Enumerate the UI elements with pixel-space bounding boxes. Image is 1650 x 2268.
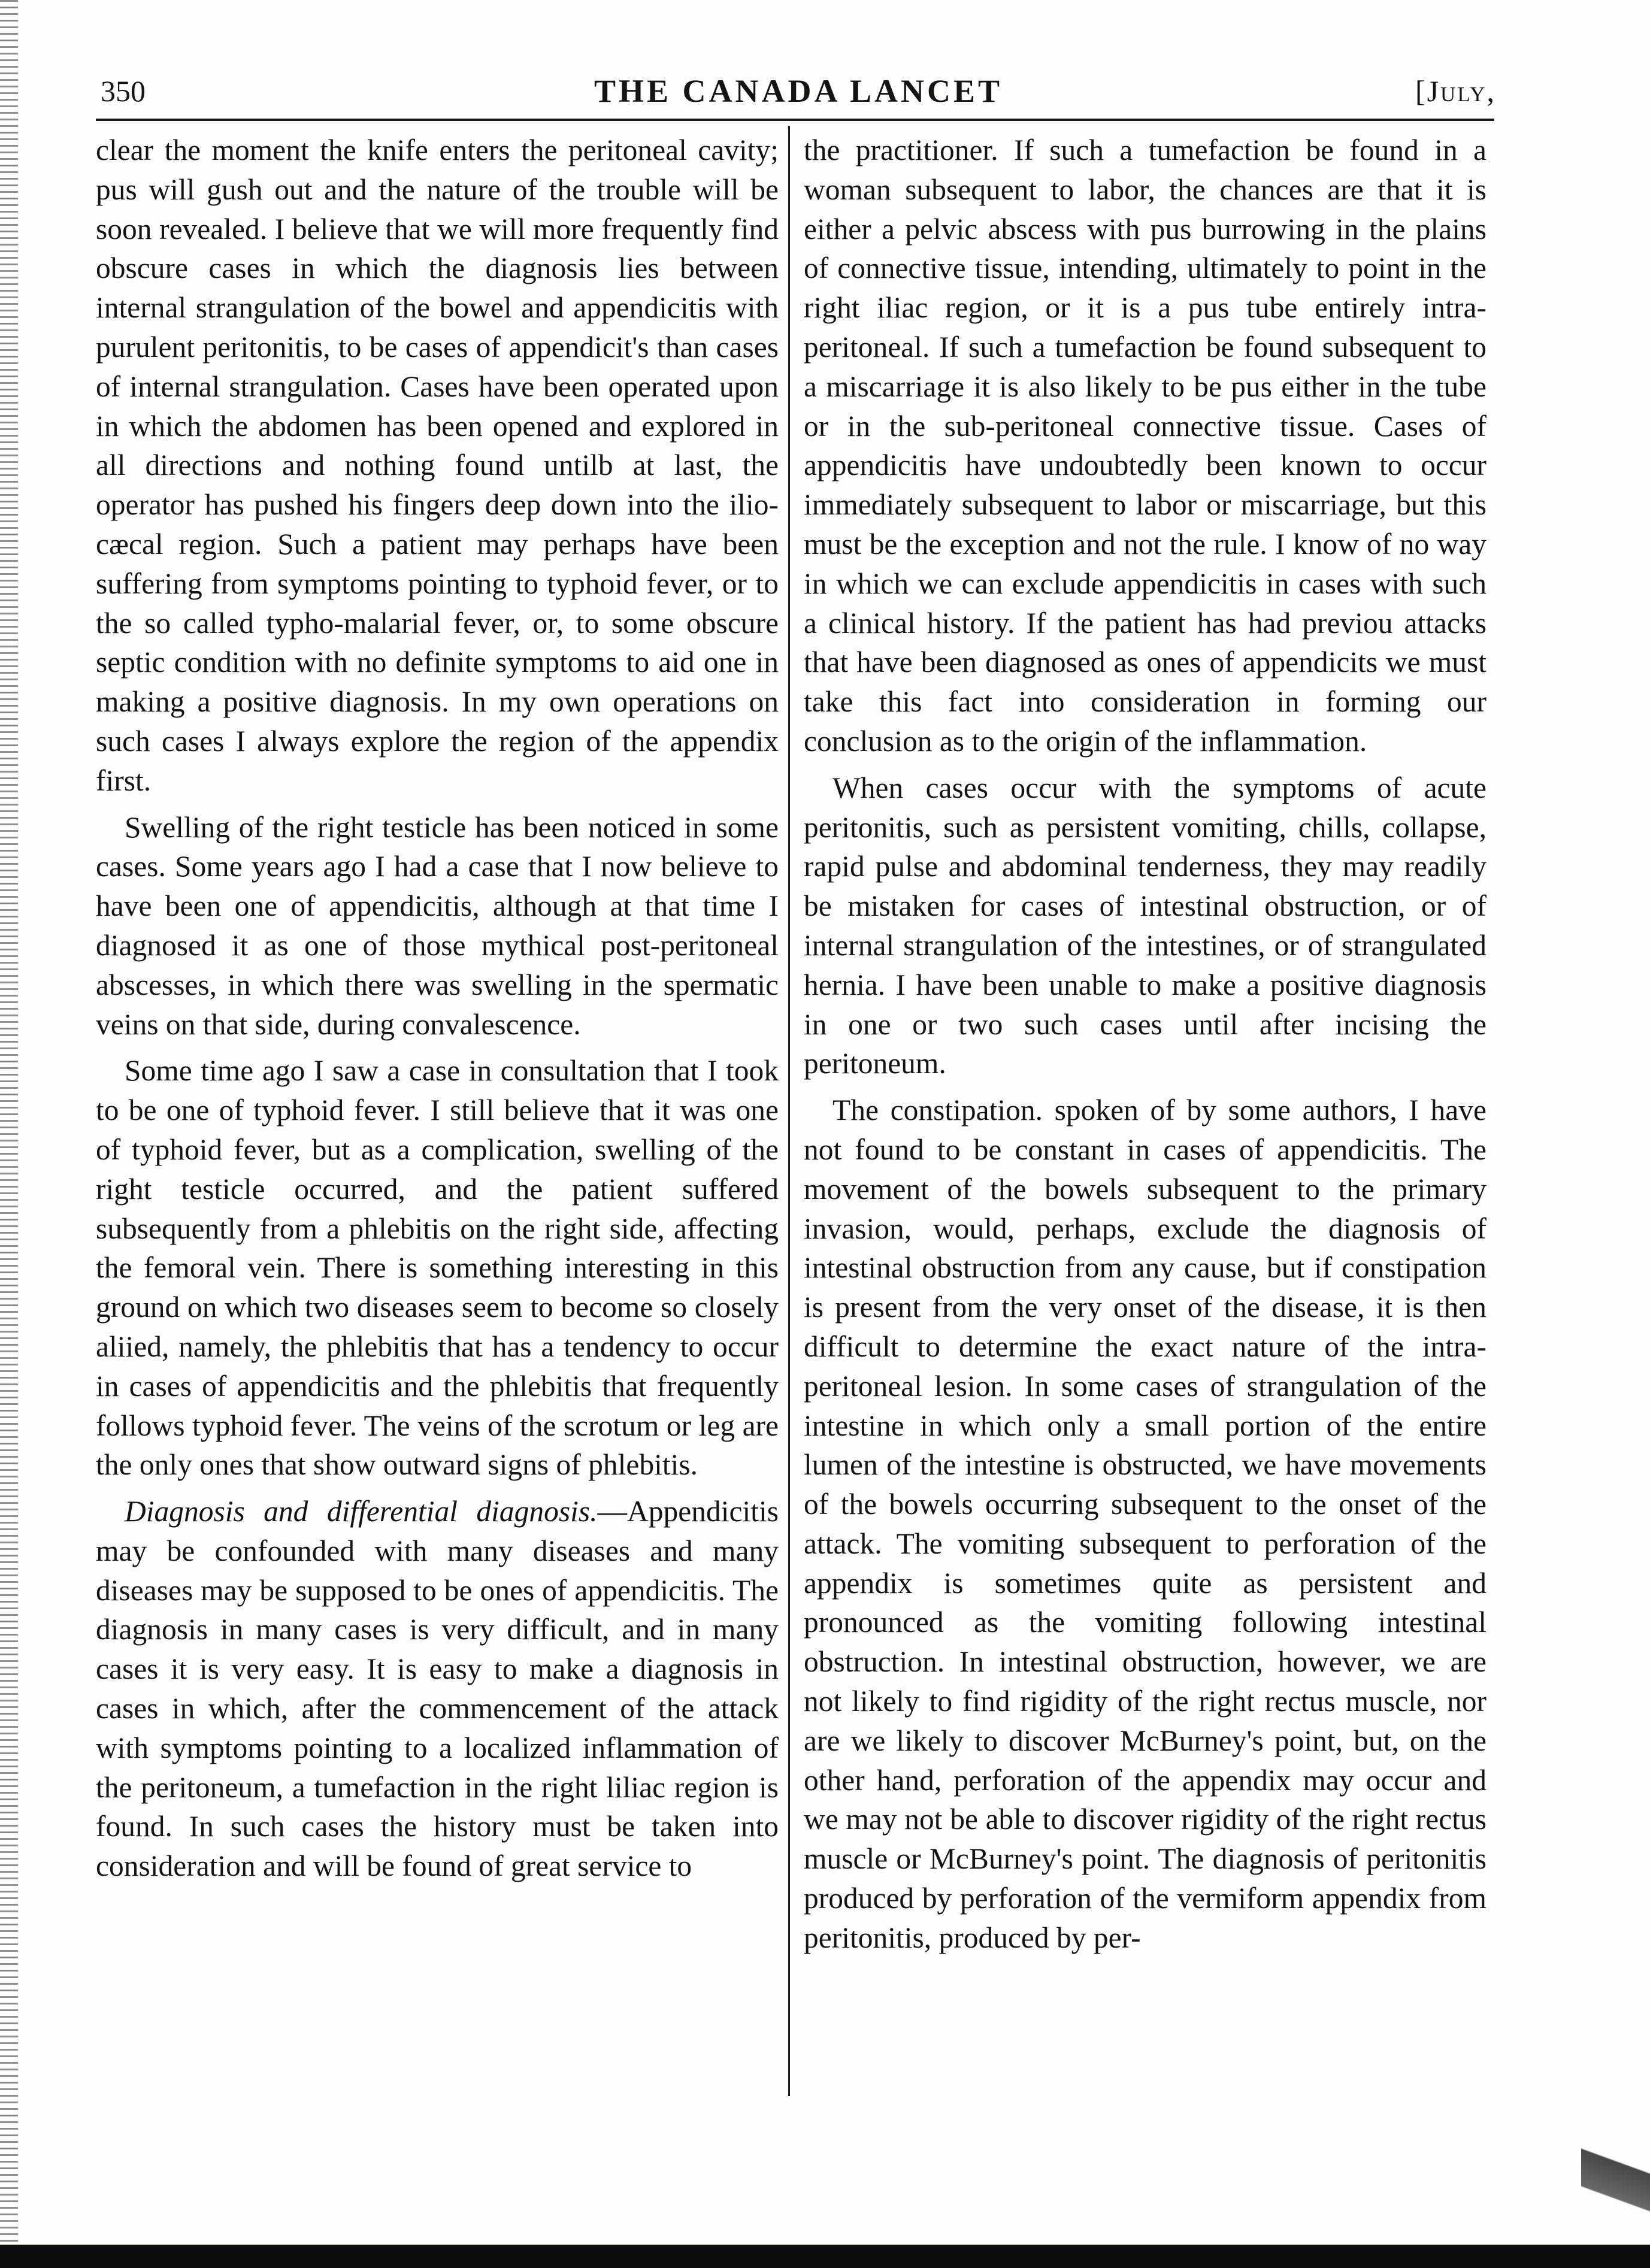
section-heading: Diagnosis and differential diagnosis. <box>125 1495 598 1528</box>
paragraph-text: —Appendicitis may be confounded with many diseases and many diseases may be supposed to be ones of appendicitis. The diagnosis in many cases is very difficult, and in many cases it is very easy. It is easy to make a diagnosis in cases in which, after the commencement of the attack with symptoms pointing to a localized inflammation of the peritoneum, a tumefaction in the right liliac region is found. In such cases the history must be taken into consideration and will be found of great service to <box>96 1495 779 1883</box>
paragraph <box>96 1492 779 1886</box>
paragraph: clear the moment the knife enters the peritoneal cavity; pus will gush out and the nature of the trouble will be soon revealed. I believe that we will more frequently find obscure cases in which the diagnosis lies between internal strangulation of the bowel and appendicitis with purulent peritonitis, to be cases of appendicit's than cases of internal strangulation. Cases have been operated upon in which the abdomen has been opened and explored in all directions and nothing found untilb at last, the operator has pushed his fingers deep down into the ilio-cæcal region. Such a patient may perhaps have been suffering from symptoms pointing to typhoid fever, or to the so called typho-malarial fever, or, to some obscure septic condition with no definite symptoms to aid one in making a positive diagnosis. In my own operations on such cases I always explore the region of the appendix first. <box>96 134 779 797</box>
paragraph: Swelling of the right testicle has been noticed in some cases. Some years ago I had a case that I now believe to have been one of appendicitis, although at that time I diagnosed it as one of those mythical post-peritoneal abscesses, in which there was swelling in the spermatic veins on that side, during convalescence. <box>96 810 779 1041</box>
paragraph: Some time ago I saw a case in consultation that I took to be one of typhoid fever. I still believe that it was one of typhoid fever, but as a complication, swelling of the right testicle occurred, and the patient suffered subsequently from a phlebitis on the right side, affecting the femoral vein. There is something interesting in this ground on which two diseases seem to become so closely aliied, namely, the phlebitis that has a tendency to occur in cases of appendicitis and the phlebitis that frequently follows typhoid fever. The veins of the scrotum or leg are the only ones that show outward signs of phlebitis. <box>96 1054 779 1482</box>
paragraph: the practitioner. If such a tumefaction be found in a woman subsequent to labor, the chances are that it is either a pelvic abscess with pus burrowing in the plains of connective tissue, intending, ultimately to point in the right iliac region, or it is a pus tube entirely intra-peritoneal. If such a tumefaction be found subsequent to a miscarriage it is also likely to be pus either in the tube or in the sub-peritoneal connective tissue. Cases of appendicitis have undoubtedly been known to occur immediately subsequent to labor or miscarriage, but this must be the exception and not the rule. I know of no way in which we can exclude appendicitis in cases with such a clinical history. If the patient has had previou attacks that have been diagnosed as ones of appendicits we must take this fact into consideration in forming our conclusion as to the origin of the inflammation. <box>804 134 1486 758</box>
issue-month: [July, <box>1415 74 1496 108</box>
right-column <box>804 131 1486 1958</box>
left-column <box>96 131 779 1886</box>
header-rule <box>96 119 1494 121</box>
page-header <box>101 67 1496 115</box>
page-corner-shadow <box>1581 2120 1650 2246</box>
binding-edge <box>0 0 18 2268</box>
paragraph: The constipation. spoken of by some authors, I have not found to be constant in cases of appendicitis. The movement of the bowels subsequent to the primary invasion, would, perhaps, exclude the diagnosis of intestinal obstruction from any cause, but if constipation is present from the very onset of the disease, it is then difficult to determine the exact nature of the intra-peritoneal lesion. In some cases of strangulation of the intestine in which only a small portion of the entire lumen of the intestine is obstructed, we have movements of the bowels occurring subsequent to the onset of the attack. The vomiting subsequent to perforation of the appendix is sometimes quite as persistent and pronounced as the vomiting following intestinal obstruction. In intestinal obstruction, however, we are not likely to find rigidity of the right rectus muscle, nor are we likely to discover McBurney's point, but, on the other hand, perforation of the appendix may occur and we may not be able to discover rigidity of the right rectus muscle or McBurney's point. The diagnosis of peritonitis produced by perforation of the vermiform appendix from peritonitis, produced by per- <box>804 1094 1486 1954</box>
paragraph: When cases occur with the symptoms of acute peritonitis, such as persistent vomiting, chills, collapse, rapid pulse and abdominal tenderness, they may readily be mistaken for cases of intestinal obstruction, or of internal strangulation of the intestines, or of strangulated hernia. I have been unable to make a positive diagnosis in one or two such cases until after incising the peritoneum. <box>804 771 1486 1080</box>
page-number: 350 <box>101 74 146 108</box>
scan-bottom-edge <box>0 2245 1650 2268</box>
journal-title: THE CANADA LANCET <box>594 73 1003 109</box>
column-divider <box>788 126 790 2096</box>
